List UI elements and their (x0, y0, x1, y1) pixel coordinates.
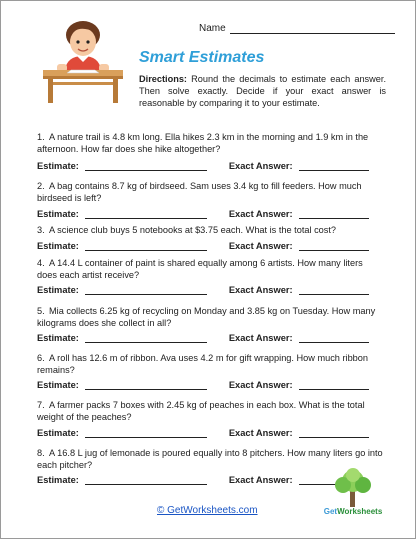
getworksheets-logo (317, 467, 389, 523)
question-number: 2. (37, 181, 45, 191)
worksheet-title: Smart Estimates (139, 49, 265, 66)
answer-row-2 (37, 209, 383, 219)
question-text: A bag contains 8.7 kg of birdseed. Sam uses 3.4 kg to fill feeders. How much birdseed is left? (37, 181, 362, 203)
estimate-field[interactable] (85, 161, 207, 171)
question-7 (37, 399, 383, 423)
question-number: 4. (37, 258, 45, 268)
exact-answer-label: Exact Answer: (228, 241, 293, 251)
exact-answer-field[interactable] (299, 380, 369, 390)
question-text: Mia collects 6.25 kg of recycling on Monday and 3.85 kg on Tuesday. How many kilograms does she collect in all? (37, 306, 376, 328)
exact-answer-label: Exact Answer: (228, 428, 293, 438)
logo-text-worksheets: Worksheets (337, 507, 383, 516)
estimate-field[interactable] (85, 209, 207, 219)
exact-answer-field[interactable] (299, 285, 369, 295)
exact-answer-field[interactable] (299, 428, 369, 438)
estimate-field[interactable] (85, 285, 207, 295)
tree-icon (317, 467, 389, 509)
question-1 (37, 131, 383, 155)
directions-text: Round the decimals to estimate each answer. Then solve exactly. Decide if your exact answer is reasonable by comparing it to your estimate. (139, 74, 386, 108)
exact-answer-label: Exact Answer: (228, 380, 293, 390)
answer-row-6 (37, 380, 383, 390)
estimate-label: Estimate: (37, 380, 79, 390)
estimate-field[interactable] (85, 428, 207, 438)
question-text: A science club buys 5 notebooks at $3.75 each. What is the total cost? (49, 225, 337, 235)
question-text: A farmer packs 7 boxes with 2.45 kg of peaches in each box. What is the total weight of the peaches? (37, 400, 365, 422)
question-number: 5. (37, 306, 45, 316)
directions-label: Directions: (139, 74, 187, 84)
exact-answer-field[interactable] (299, 161, 369, 171)
question-3 (37, 224, 383, 236)
question-number: 1. (37, 132, 45, 142)
estimate-label: Estimate: (37, 428, 79, 438)
question-text: A roll has 12.6 m of ribbon. Ava uses 4.2 m for gift wrapping. How much ribbon remains? (37, 353, 369, 375)
question-text: A nature trail is 4.8 km long. Ella hikes 2.3 km in the morning and 1.9 km in the afternoon. How far does she hike altogether? (37, 132, 369, 154)
exact-answer-label: Exact Answer: (228, 209, 293, 219)
student-illustration (37, 18, 129, 104)
question-2 (37, 180, 383, 204)
estimate-label: Estimate: (37, 333, 79, 343)
estimate-field[interactable] (85, 475, 207, 485)
question-number: 3. (37, 225, 45, 235)
name-row (199, 23, 395, 34)
question-text: A 16.8 L jug of lemonade is poured equally into 8 pitchers. How many liters go into each pitcher? (37, 448, 383, 470)
estimate-field[interactable] (85, 241, 207, 251)
exact-answer-field[interactable] (299, 333, 369, 343)
exact-answer-field[interactable] (299, 241, 369, 251)
question-text: A 14.4 L container of paint is shared equally among 6 artists. How many liters does each artist receive? (37, 258, 363, 280)
name-field[interactable] (230, 23, 395, 34)
question-6 (37, 352, 383, 376)
answer-row-1 (37, 161, 383, 171)
question-number: 6. (37, 353, 45, 363)
question-number: 7. (37, 400, 45, 410)
answer-row-5 (37, 333, 383, 343)
exact-answer-label: Exact Answer: (228, 161, 293, 171)
estimate-field[interactable] (85, 333, 207, 343)
name-label: Name (199, 23, 226, 34)
exact-answer-label: Exact Answer: (228, 285, 293, 295)
answer-row-3 (37, 241, 383, 251)
exact-answer-label: Exact Answer: (228, 475, 293, 485)
logo-text-get: Get (323, 507, 338, 516)
exact-answer-field[interactable] (299, 209, 369, 219)
estimate-label: Estimate: (37, 161, 79, 171)
estimate-label: Estimate: (37, 475, 79, 485)
question-4 (37, 257, 383, 281)
answer-row-4 (37, 285, 383, 295)
logo-text (317, 507, 389, 516)
answer-row-7 (37, 428, 383, 438)
question-5 (37, 305, 383, 329)
estimate-label: Estimate: (37, 209, 79, 219)
estimate-field[interactable] (85, 380, 207, 390)
copyright-link[interactable]: © GetWorksheets.com (157, 505, 258, 516)
estimate-label: Estimate: (37, 285, 79, 295)
question-number: 8. (37, 448, 45, 458)
exact-answer-label: Exact Answer: (228, 333, 293, 343)
directions (139, 73, 386, 109)
estimate-label: Estimate: (37, 241, 79, 251)
